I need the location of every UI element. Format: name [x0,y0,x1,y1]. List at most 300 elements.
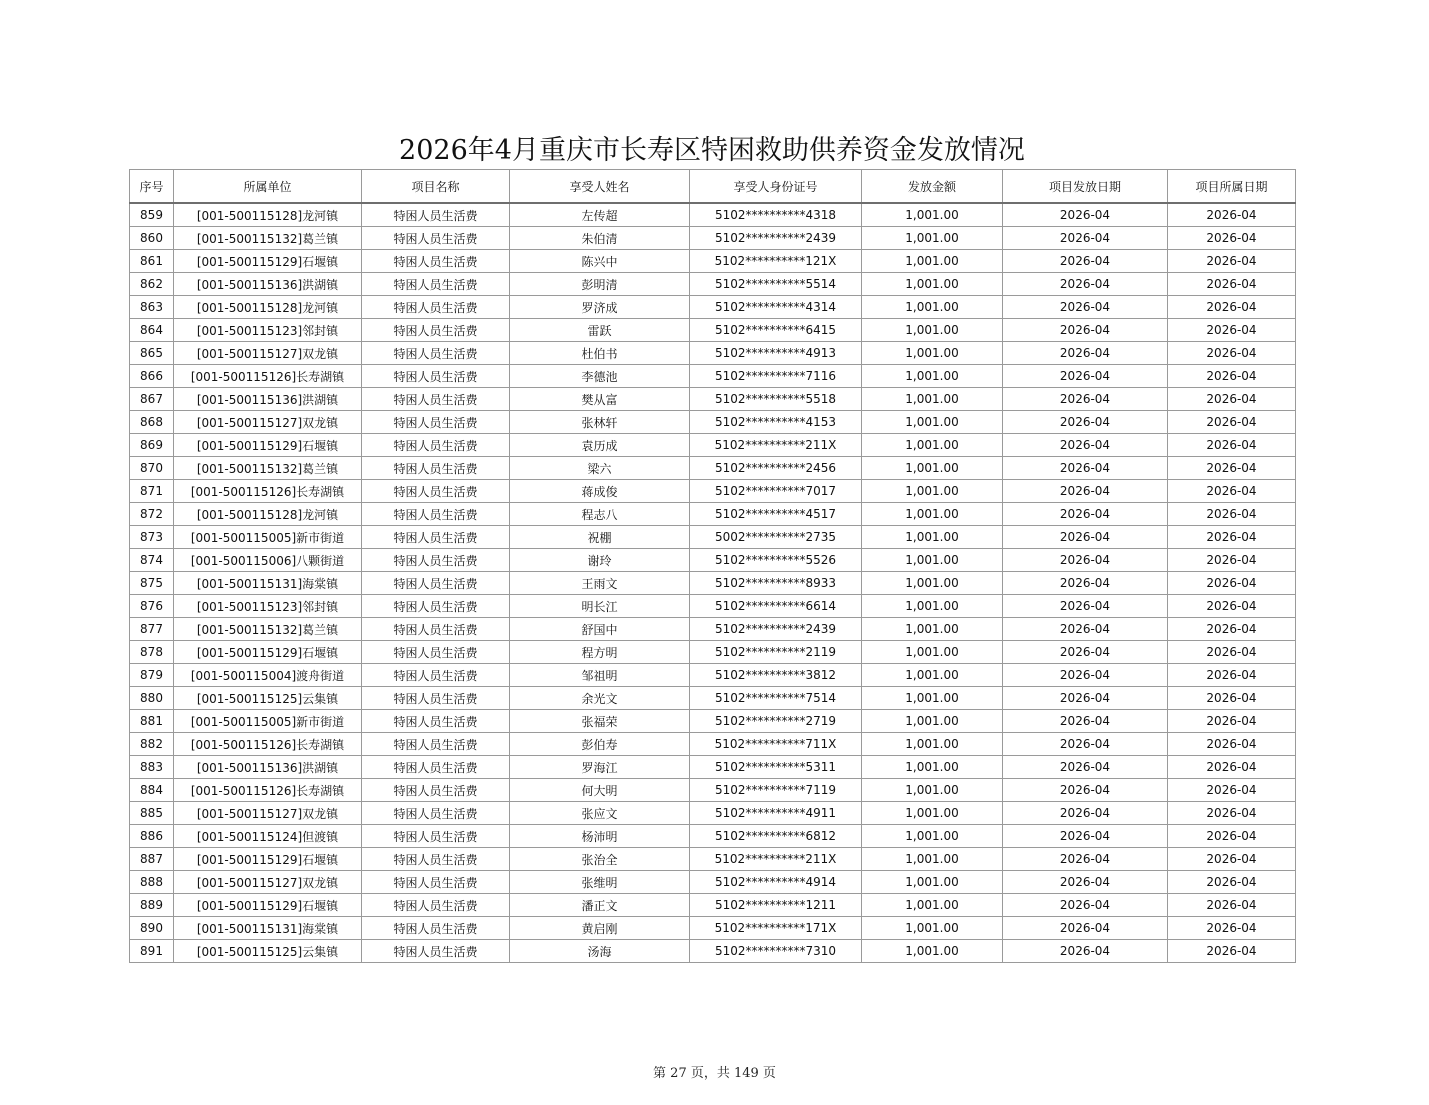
cell-unit: [001-500115129]石堰镇 [174,641,362,664]
cell-unit: [001-500115127]双龙镇 [174,342,362,365]
cell-unit: [001-500115129]石堰镇 [174,250,362,273]
cell-amount: 1,001.00 [862,664,1003,687]
cell-project-name: 特困人员生活费 [362,618,510,641]
header-id-number: 享受人身份证号 [690,170,862,204]
cell-period-date: 2026-04 [1168,618,1296,641]
cell-period-date: 2026-04 [1168,894,1296,917]
cell-amount: 1,001.00 [862,733,1003,756]
cell-amount: 1,001.00 [862,641,1003,664]
cell-amount: 1,001.00 [862,802,1003,825]
cell-amount: 1,001.00 [862,480,1003,503]
cell-beneficiary-name: 袁历成 [510,434,690,457]
cell-period-date: 2026-04 [1168,871,1296,894]
cell-project-name: 特困人员生活费 [362,779,510,802]
cell-period-date: 2026-04 [1168,273,1296,296]
table-row [130,710,1296,733]
cell-unit: [001-500115005]新市街道 [174,710,362,733]
cell-index: 882 [130,733,174,756]
cell-amount: 1,001.00 [862,434,1003,457]
cell-issue-date: 2026-04 [1003,549,1168,572]
table-row [130,641,1296,664]
cell-index: 877 [130,618,174,641]
cell-id-number: 5102**********4911 [690,802,862,825]
table-row [130,595,1296,618]
table-row [130,503,1296,526]
cell-beneficiary-name: 梁六 [510,457,690,480]
cell-id-number: 5102**********2439 [690,618,862,641]
cell-period-date: 2026-04 [1168,940,1296,963]
cell-unit: [001-500115132]葛兰镇 [174,457,362,480]
cell-unit: [001-500115128]龙河镇 [174,296,362,319]
cell-period-date: 2026-04 [1168,733,1296,756]
cell-issue-date: 2026-04 [1003,710,1168,733]
cell-project-name: 特困人员生活费 [362,319,510,342]
cell-index: 875 [130,572,174,595]
cell-beneficiary-name: 邹祖明 [510,664,690,687]
cell-beneficiary-name: 张治全 [510,848,690,871]
cell-period-date: 2026-04 [1168,319,1296,342]
cell-period-date: 2026-04 [1168,641,1296,664]
cell-unit: [001-500115127]双龙镇 [174,871,362,894]
cell-project-name: 特困人员生活费 [362,296,510,319]
cell-index: 870 [130,457,174,480]
cell-unit: [001-500115136]洪湖镇 [174,273,362,296]
cell-index: 890 [130,917,174,940]
table-row [130,848,1296,871]
page-title: 2026年4月重庆市长寿区特困救助供养资金发放情况 [399,135,1025,166]
cell-id-number: 5102**********2456 [690,457,862,480]
cell-amount: 1,001.00 [862,595,1003,618]
cell-unit: [001-500115131]海棠镇 [174,917,362,940]
cell-index: 874 [130,549,174,572]
cell-period-date: 2026-04 [1168,342,1296,365]
table-row [130,526,1296,549]
cell-period-date: 2026-04 [1168,480,1296,503]
table-row [130,365,1296,388]
cell-amount: 1,001.00 [862,273,1003,296]
cell-period-date: 2026-04 [1168,503,1296,526]
table-row [130,871,1296,894]
cell-project-name: 特困人员生活费 [362,825,510,848]
cell-period-date: 2026-04 [1168,457,1296,480]
cell-period-date: 2026-04 [1168,203,1296,227]
cell-amount: 1,001.00 [862,250,1003,273]
cell-id-number: 5102**********4914 [690,871,862,894]
cell-issue-date: 2026-04 [1003,687,1168,710]
cell-amount: 1,001.00 [862,756,1003,779]
cell-index: 886 [130,825,174,848]
cell-issue-date: 2026-04 [1003,227,1168,250]
cell-issue-date: 2026-04 [1003,203,1168,227]
cell-index: 861 [130,250,174,273]
cell-id-number: 5102**********211X [690,848,862,871]
cell-id-number: 5102**********4318 [690,203,862,227]
cell-issue-date: 2026-04 [1003,480,1168,503]
cell-beneficiary-name: 彭伯寿 [510,733,690,756]
cell-issue-date: 2026-04 [1003,434,1168,457]
cell-unit: [001-500115006]八颗街道 [174,549,362,572]
cell-beneficiary-name: 李德池 [510,365,690,388]
cell-amount: 1,001.00 [862,342,1003,365]
cell-period-date: 2026-04 [1168,250,1296,273]
cell-project-name: 特困人员生活费 [362,917,510,940]
table-header-row [130,170,1296,204]
cell-index: 864 [130,319,174,342]
cell-amount: 1,001.00 [862,526,1003,549]
table-row [130,319,1296,342]
cell-project-name: 特困人员生活费 [362,894,510,917]
cell-project-name: 特困人员生活费 [362,457,510,480]
cell-beneficiary-name: 张林轩 [510,411,690,434]
cell-beneficiary-name: 舒国中 [510,618,690,641]
cell-beneficiary-name: 明长江 [510,595,690,618]
cell-project-name: 特困人员生活费 [362,871,510,894]
cell-period-date: 2026-04 [1168,595,1296,618]
table-row [130,203,1296,227]
cell-issue-date: 2026-04 [1003,917,1168,940]
table-row [130,779,1296,802]
cell-amount: 1,001.00 [862,687,1003,710]
cell-amount: 1,001.00 [862,296,1003,319]
cell-project-name: 特困人员生活费 [362,641,510,664]
cell-unit: [001-500115125]云集镇 [174,940,362,963]
page-footer: 第 27 页，共 149 页 [653,1066,776,1081]
cell-index: 887 [130,848,174,871]
cell-issue-date: 2026-04 [1003,572,1168,595]
cell-period-date: 2026-04 [1168,411,1296,434]
cell-index: 873 [130,526,174,549]
cell-project-name: 特困人员生活费 [362,250,510,273]
cell-project-name: 特困人员生活费 [362,273,510,296]
cell-issue-date: 2026-04 [1003,526,1168,549]
cell-id-number: 5102**********6614 [690,595,862,618]
cell-beneficiary-name: 张应文 [510,802,690,825]
cell-amount: 1,001.00 [862,203,1003,227]
cell-beneficiary-name: 黄启刚 [510,917,690,940]
table-row [130,894,1296,917]
cell-id-number: 5102**********8933 [690,572,862,595]
cell-id-number: 5102**********4913 [690,342,862,365]
table-row [130,411,1296,434]
cell-index: 888 [130,871,174,894]
table-row [130,250,1296,273]
cell-index: 871 [130,480,174,503]
cell-beneficiary-name: 左传超 [510,203,690,227]
cell-id-number: 5102**********711X [690,733,862,756]
cell-id-number: 5102**********2439 [690,227,862,250]
table-row [130,457,1296,480]
cell-amount: 1,001.00 [862,411,1003,434]
cell-period-date: 2026-04 [1168,549,1296,572]
cell-index: 876 [130,595,174,618]
cell-index: 878 [130,641,174,664]
cell-unit: [001-500115005]新市街道 [174,526,362,549]
cell-unit: [001-500115128]龙河镇 [174,503,362,526]
header-period-date: 项目所属日期 [1168,170,1296,204]
cell-period-date: 2026-04 [1168,388,1296,411]
cell-project-name: 特困人员生活费 [362,411,510,434]
table-row [130,480,1296,503]
cell-period-date: 2026-04 [1168,848,1296,871]
table-row [130,434,1296,457]
cell-amount: 1,001.00 [862,871,1003,894]
cell-beneficiary-name: 潘正文 [510,894,690,917]
cell-issue-date: 2026-04 [1003,411,1168,434]
cell-index: 880 [130,687,174,710]
cell-period-date: 2026-04 [1168,756,1296,779]
cell-beneficiary-name: 余光文 [510,687,690,710]
table-row [130,664,1296,687]
cell-beneficiary-name: 樊从富 [510,388,690,411]
cell-unit: [001-500115004]渡舟街道 [174,664,362,687]
cell-period-date: 2026-04 [1168,296,1296,319]
cell-id-number: 5102**********7514 [690,687,862,710]
cell-id-number: 5102**********171X [690,917,862,940]
cell-period-date: 2026-04 [1168,434,1296,457]
cell-issue-date: 2026-04 [1003,457,1168,480]
cell-unit: [001-500115124]但渡镇 [174,825,362,848]
cell-id-number: 5002**********2735 [690,526,862,549]
cell-project-name: 特困人员生活费 [362,572,510,595]
cell-index: 883 [130,756,174,779]
cell-project-name: 特困人员生活费 [362,526,510,549]
table-row [130,296,1296,319]
cell-issue-date: 2026-04 [1003,733,1168,756]
cell-id-number: 5102**********6415 [690,319,862,342]
cell-project-name: 特困人员生活费 [362,802,510,825]
cell-index: 867 [130,388,174,411]
cell-unit: [001-500115129]石堰镇 [174,894,362,917]
cell-project-name: 特困人员生活费 [362,733,510,756]
cell-id-number: 5102**********4153 [690,411,862,434]
table-row [130,917,1296,940]
cell-index: 891 [130,940,174,963]
cell-amount: 1,001.00 [862,894,1003,917]
cell-issue-date: 2026-04 [1003,894,1168,917]
cell-id-number: 5102**********2119 [690,641,862,664]
cell-unit: [001-500115126]长寿湖镇 [174,779,362,802]
cell-unit: [001-500115132]葛兰镇 [174,618,362,641]
cell-index: 879 [130,664,174,687]
cell-index: 862 [130,273,174,296]
cell-beneficiary-name: 彭明清 [510,273,690,296]
cell-unit: [001-500115136]洪湖镇 [174,756,362,779]
cell-unit: [001-500115131]海棠镇 [174,572,362,595]
cell-index: 869 [130,434,174,457]
cell-issue-date: 2026-04 [1003,388,1168,411]
cell-unit: [001-500115129]石堰镇 [174,434,362,457]
cell-issue-date: 2026-04 [1003,273,1168,296]
cell-index: 885 [130,802,174,825]
cell-beneficiary-name: 罗海江 [510,756,690,779]
cell-unit: [001-500115127]双龙镇 [174,802,362,825]
cell-id-number: 5102**********6812 [690,825,862,848]
header-project-name: 项目名称 [362,170,510,204]
cell-period-date: 2026-04 [1168,825,1296,848]
cell-project-name: 特困人员生活费 [362,595,510,618]
table-row [130,802,1296,825]
cell-id-number: 5102**********7119 [690,779,862,802]
table-row [130,825,1296,848]
cell-unit: [001-500115123]邻封镇 [174,319,362,342]
cell-unit: [001-500115126]长寿湖镇 [174,733,362,756]
cell-beneficiary-name: 程志八 [510,503,690,526]
cell-beneficiary-name: 汤海 [510,940,690,963]
cell-id-number: 5102**********4517 [690,503,862,526]
cell-index: 884 [130,779,174,802]
cell-unit: [001-500115132]葛兰镇 [174,227,362,250]
cell-beneficiary-name: 雷跃 [510,319,690,342]
cell-issue-date: 2026-04 [1003,848,1168,871]
cell-index: 881 [130,710,174,733]
cell-amount: 1,001.00 [862,319,1003,342]
cell-issue-date: 2026-04 [1003,664,1168,687]
cell-index: 859 [130,203,174,227]
cell-unit: [001-500115125]云集镇 [174,687,362,710]
cell-index: 866 [130,365,174,388]
cell-id-number: 5102**********5526 [690,549,862,572]
cell-issue-date: 2026-04 [1003,940,1168,963]
cell-amount: 1,001.00 [862,227,1003,250]
table-row [130,618,1296,641]
cell-amount: 1,001.00 [862,457,1003,480]
cell-period-date: 2026-04 [1168,779,1296,802]
cell-amount: 1,001.00 [862,940,1003,963]
header-amount: 发放金额 [862,170,1003,204]
table-row [130,549,1296,572]
table-row [130,733,1296,756]
cell-project-name: 特困人员生活费 [362,388,510,411]
cell-id-number: 5102**********5514 [690,273,862,296]
cell-id-number: 5102**********7116 [690,365,862,388]
table-row [130,687,1296,710]
cell-beneficiary-name: 罗济成 [510,296,690,319]
cell-issue-date: 2026-04 [1003,779,1168,802]
cell-project-name: 特困人员生活费 [362,710,510,733]
cell-amount: 1,001.00 [862,388,1003,411]
cell-beneficiary-name: 祝棚 [510,526,690,549]
cell-unit: [001-500115127]双龙镇 [174,411,362,434]
cell-unit: [001-500115129]石堰镇 [174,848,362,871]
table-row [130,227,1296,250]
cell-beneficiary-name: 张福荣 [510,710,690,733]
cell-unit: [001-500115126]长寿湖镇 [174,365,362,388]
cell-amount: 1,001.00 [862,917,1003,940]
cell-index: 865 [130,342,174,365]
header-index: 序号 [130,170,174,204]
header-issue-date: 项目发放日期 [1003,170,1168,204]
cell-id-number: 5102**********121X [690,250,862,273]
cell-unit: [001-500115136]洪湖镇 [174,388,362,411]
data-table [129,169,1296,963]
cell-project-name: 特困人员生活费 [362,227,510,250]
cell-id-number: 5102**********5311 [690,756,862,779]
cell-period-date: 2026-04 [1168,917,1296,940]
cell-index: 860 [130,227,174,250]
cell-beneficiary-name: 蒋成俊 [510,480,690,503]
cell-amount: 1,001.00 [862,572,1003,595]
cell-id-number: 5102**********5518 [690,388,862,411]
cell-project-name: 特困人员生活费 [362,203,510,227]
cell-project-name: 特困人员生活费 [362,503,510,526]
cell-amount: 1,001.00 [862,848,1003,871]
cell-project-name: 特困人员生活费 [362,848,510,871]
header-beneficiary-name: 享受人姓名 [510,170,690,204]
cell-index: 889 [130,894,174,917]
cell-beneficiary-name: 杨沛明 [510,825,690,848]
cell-beneficiary-name: 张维明 [510,871,690,894]
cell-id-number: 5102**********4314 [690,296,862,319]
cell-issue-date: 2026-04 [1003,296,1168,319]
cell-beneficiary-name: 朱伯清 [510,227,690,250]
cell-period-date: 2026-04 [1168,687,1296,710]
cell-amount: 1,001.00 [862,549,1003,572]
cell-project-name: 特困人员生活费 [362,480,510,503]
cell-project-name: 特困人员生活费 [362,342,510,365]
cell-issue-date: 2026-04 [1003,595,1168,618]
cell-id-number: 5102**********3812 [690,664,862,687]
cell-amount: 1,001.00 [862,618,1003,641]
cell-project-name: 特困人员生活费 [362,434,510,457]
cell-index: 872 [130,503,174,526]
cell-index: 863 [130,296,174,319]
cell-issue-date: 2026-04 [1003,503,1168,526]
cell-id-number: 5102**********7310 [690,940,862,963]
table-row [130,273,1296,296]
cell-amount: 1,001.00 [862,365,1003,388]
cell-issue-date: 2026-04 [1003,365,1168,388]
cell-project-name: 特困人员生活费 [362,940,510,963]
cell-beneficiary-name: 杜伯书 [510,342,690,365]
cell-period-date: 2026-04 [1168,227,1296,250]
table-row [130,940,1296,963]
cell-index: 868 [130,411,174,434]
cell-issue-date: 2026-04 [1003,641,1168,664]
cell-amount: 1,001.00 [862,503,1003,526]
cell-issue-date: 2026-04 [1003,756,1168,779]
table-row [130,756,1296,779]
cell-issue-date: 2026-04 [1003,342,1168,365]
cell-beneficiary-name: 谢玲 [510,549,690,572]
cell-issue-date: 2026-04 [1003,319,1168,342]
cell-id-number: 5102**********7017 [690,480,862,503]
cell-issue-date: 2026-04 [1003,618,1168,641]
cell-unit: [001-500115126]长寿湖镇 [174,480,362,503]
cell-issue-date: 2026-04 [1003,250,1168,273]
cell-period-date: 2026-04 [1168,365,1296,388]
cell-issue-date: 2026-04 [1003,802,1168,825]
cell-beneficiary-name: 程方明 [510,641,690,664]
header-unit: 所属单位 [174,170,362,204]
cell-id-number: 5102**********211X [690,434,862,457]
cell-project-name: 特困人员生活费 [362,664,510,687]
cell-project-name: 特困人员生活费 [362,549,510,572]
table-row [130,342,1296,365]
cell-unit: [001-500115128]龙河镇 [174,203,362,227]
cell-project-name: 特困人员生活费 [362,756,510,779]
cell-issue-date: 2026-04 [1003,871,1168,894]
cell-project-name: 特困人员生活费 [362,365,510,388]
cell-id-number: 5102**********1211 [690,894,862,917]
cell-period-date: 2026-04 [1168,526,1296,549]
cell-period-date: 2026-04 [1168,572,1296,595]
cell-beneficiary-name: 陈兴中 [510,250,690,273]
cell-beneficiary-name: 何大明 [510,779,690,802]
cell-issue-date: 2026-04 [1003,825,1168,848]
table-row [130,388,1296,411]
table-body [130,203,1296,963]
cell-period-date: 2026-04 [1168,710,1296,733]
